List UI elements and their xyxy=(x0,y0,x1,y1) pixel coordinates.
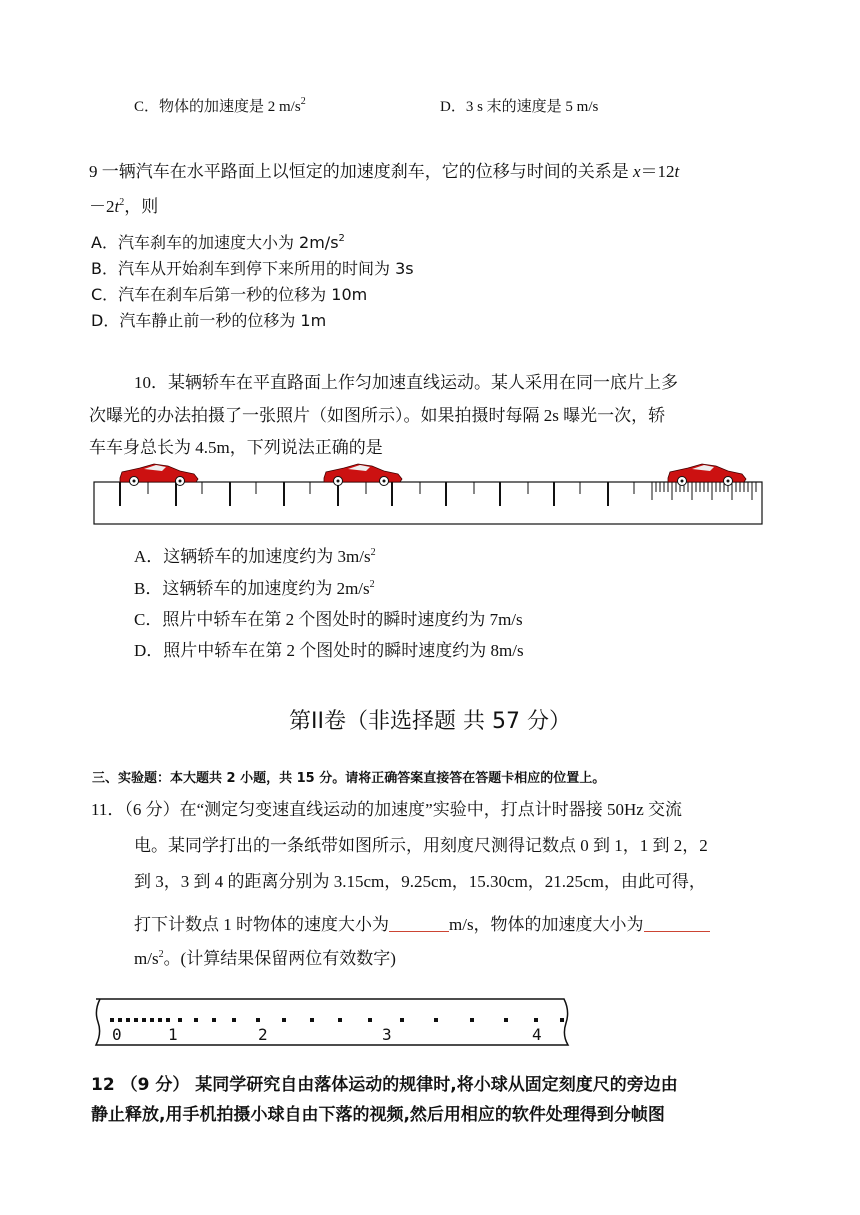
tape-dot xyxy=(560,1018,564,1022)
tape-dot xyxy=(232,1018,236,1022)
q8-option-d: D．3 s 末的速度是 5 m/s xyxy=(440,99,599,115)
q11-line1: 11．（6 分）在“测定匀变速直线运动的加速度”实验中，打点计时器接 50Hz 交流 xyxy=(91,800,683,819)
q10-option-a: A．这辆轿车的加速度约为 $3m/s^2$ xyxy=(134,547,376,566)
q10-option-d: D．照片中轿车在第 2 个图处时的瞬时速度约为 8m/s xyxy=(134,641,524,660)
tape-label: 3 xyxy=(382,1025,392,1044)
answer-blank-velocity[interactable] xyxy=(389,917,449,932)
q9-option-b: B．汽车从开始刹车到停下来所用的时间为 3s xyxy=(91,259,414,278)
tape-dot xyxy=(470,1018,474,1022)
tape-dot xyxy=(166,1018,170,1022)
tape-dot xyxy=(142,1018,146,1022)
tape-dot xyxy=(110,1018,114,1022)
tape-dot xyxy=(194,1018,198,1022)
tape-dot xyxy=(368,1018,372,1022)
ruler-frame xyxy=(94,482,762,524)
tape-dot xyxy=(118,1018,122,1022)
part2-title: 第II卷（非选择题 共 57 分） xyxy=(289,709,571,734)
tape-dot xyxy=(434,1018,438,1022)
q11-line4: 打下计数点 1 时物体的速度大小为 m/s，物体的加速度大小为 xyxy=(134,910,710,935)
q8-option-c: C．物体的加速度是 2 $m/s^2$ xyxy=(134,96,306,115)
q9-option-a: A．汽车刹车的加速度大小为 $2m/s^2$ xyxy=(91,233,345,252)
tape-dot xyxy=(256,1018,260,1022)
q10-stem-line1: 10．某辆轿车在平直路面上作匀加速直线运动。某人采用在同一底片上多 xyxy=(134,373,678,392)
q10-stem-line3: 车车身总长为 4.5m，下列说法正确的是 xyxy=(89,438,383,457)
paper-tape-figure xyxy=(92,993,576,1051)
tape-dot xyxy=(282,1018,286,1022)
tape-dot xyxy=(310,1018,314,1022)
q11-line5: $m/s^2$。(计算结果保留两位有效数字) xyxy=(134,949,396,968)
tape-dot xyxy=(534,1018,538,1022)
tape-dot xyxy=(212,1018,216,1022)
car-ruler-figure xyxy=(90,458,770,530)
tape-dot xyxy=(504,1018,508,1022)
tape-label: 2 xyxy=(258,1025,268,1044)
tape-label: 0 xyxy=(112,1025,122,1044)
section3-instructions: 三、实验题：本大题共 2 小题，共 15 分。请将正确答案直接答在答题卡相应的位置上。 xyxy=(92,771,606,786)
q9-stem-line2: $-2t^2$，则 xyxy=(89,197,159,216)
tape-dot xyxy=(158,1018,162,1022)
tape-dot xyxy=(178,1018,182,1022)
q11-line2: 电。某同学打出的一条纸带如图所示，用刻度尺测得记数点 0 到 1，1 到 2，2 xyxy=(134,836,708,855)
q12-line2: 静止释放,用手机拍摄小球自由下落的视频,然后用相应的软件处理得到分帧图 xyxy=(91,1105,665,1125)
q10-option-b: B．这辆轿车的加速度约为 $2m/s^2$ xyxy=(134,579,375,598)
q9-stem-line1: 9 一辆汽车在水平路面上以恒定的加速度刹车，它的位移与时间的关系是 x＝12t xyxy=(89,162,680,181)
answer-blank-acceleration[interactable] xyxy=(644,917,710,932)
tape-label: 1 xyxy=(168,1025,178,1044)
tape-dot xyxy=(338,1018,342,1022)
car-icon xyxy=(668,464,746,486)
q10-stem-line2: 次曝光的办法拍摄了一张照片（如图所示）。如果拍摄时每隔 2s 曝光一次，轿 xyxy=(89,406,666,425)
q11-line3: 到 3，3 到 4 的距离分别为 3.15cm，9.25cm，15.30cm，21.25cm，由此可得， xyxy=(134,872,706,891)
car-icon xyxy=(120,464,198,486)
q12-line1: 12 （9 分） 某同学研究自由落体运动的规律时,将小球从固定刻度尺的旁边由 xyxy=(91,1075,678,1095)
tape-label: 4 xyxy=(532,1025,542,1044)
tape-dot xyxy=(134,1018,138,1022)
tape-dot xyxy=(126,1018,130,1022)
q9-option-c: C．汽车在刹车后第一秒的位移为 10m xyxy=(91,285,368,304)
q9-option-d: D．汽车静止前一秒的位移为 1m xyxy=(91,311,327,330)
tape-dot xyxy=(400,1018,404,1022)
q10-option-c: C．照片中轿车在第 2 个图处时的瞬时速度约为 7m/s xyxy=(134,610,523,629)
car-icon xyxy=(324,464,402,486)
tape-dot xyxy=(150,1018,154,1022)
